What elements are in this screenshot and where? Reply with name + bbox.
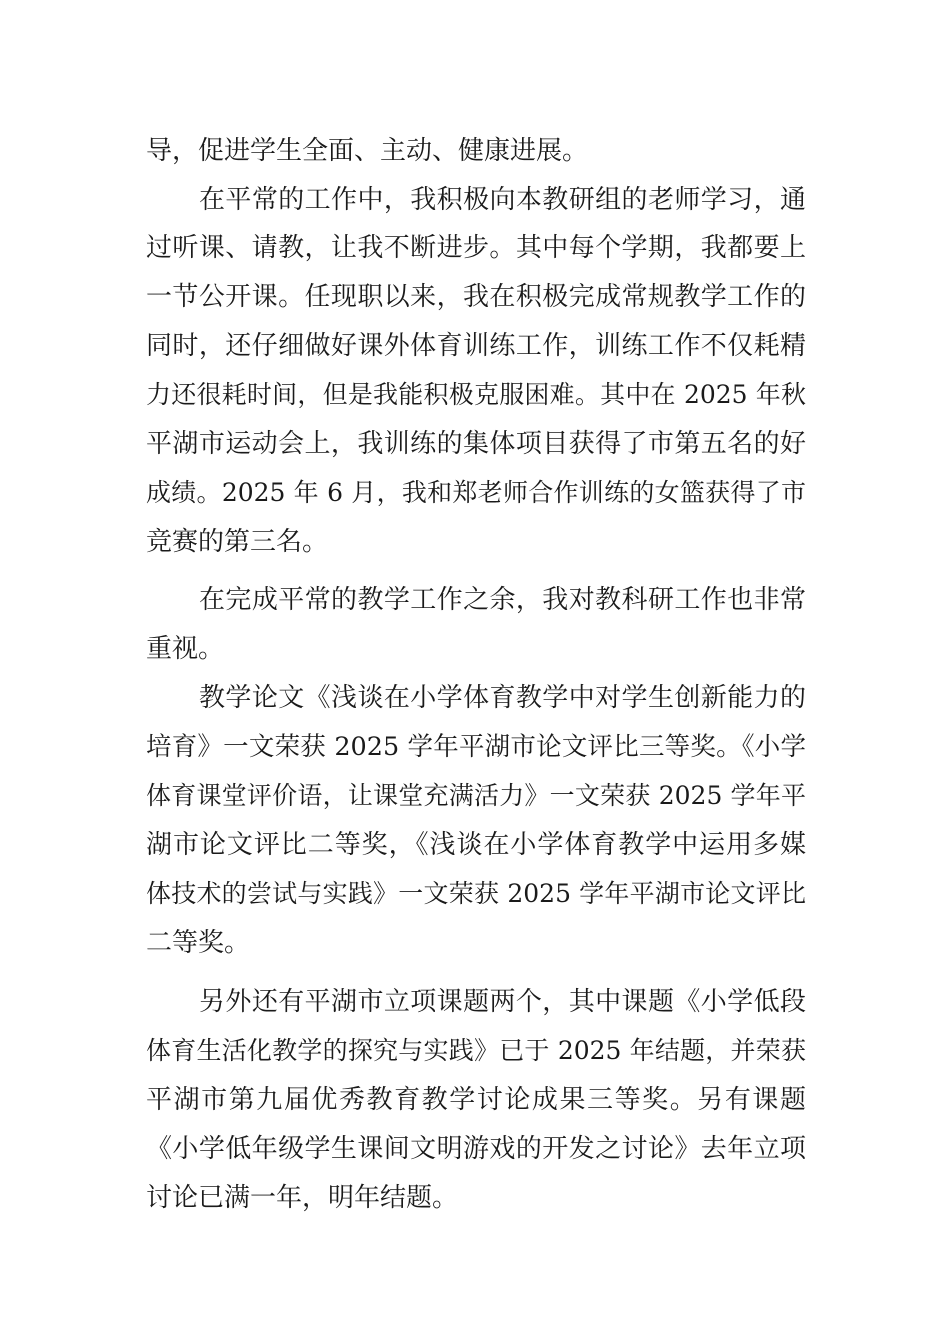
paragraph-line: 二等奖。 xyxy=(146,928,251,958)
paragraph-line: 平湖市第九届优秀教育教学讨论成果三等奖。另有课题 xyxy=(146,1085,806,1115)
paragraph-line: 竞赛的第三名。 xyxy=(146,527,329,557)
paragraph-line: 体育课堂评价语，让课堂充满活力》一文荣获 2025 学年平 xyxy=(146,781,806,810)
paragraph-line: 教学论文《浅谈在小学体育教学中对学生创新能力的 xyxy=(199,683,806,713)
paragraph-line: 在平常的工作中，我积极向本教研组的老师学习，通 xyxy=(199,185,806,215)
paragraph-line: 讨论已满一年，明年结题。 xyxy=(146,1183,459,1213)
paragraph-line: 在完成平常的教学工作之余，我对教科研工作也非常 xyxy=(199,585,806,615)
paragraph-line: 体技术的尝试与实践》一文荣获 2025 学年平湖市论文评比 xyxy=(146,879,806,908)
paragraph-line: 成绩。2025 年 6 月，我和郑老师合作训练的女篮获得了市 xyxy=(146,478,806,507)
paragraph-line: 体育生活化教学的探究与实践》已于 2025 年结题，并荣获 xyxy=(146,1036,806,1065)
paragraph-line: 《小学低年级学生课间文明游戏的开发之讨论》去年立项 xyxy=(146,1134,806,1164)
paragraph-line: 重视。 xyxy=(146,634,225,664)
paragraph-line: 同时，还仔细做好课外体育训练工作，训练工作不仅耗精 xyxy=(146,331,806,361)
paragraph-line: 培育》一文荣获 2025 学年平湖市论文评比三等奖。《小学 xyxy=(146,732,806,762)
paragraph-line: 一节公开课。任现职以来，我在积极完成常规教学工作的 xyxy=(146,282,806,312)
paragraph-line: 另外还有平湖市立项课题两个，其中课题《小学低段 xyxy=(199,987,806,1017)
paragraph-line: 平湖市运动会上，我训练的集体项目获得了市第五名的好 xyxy=(146,429,806,459)
paragraph-line: 湖市论文评比二等奖，《浅谈在小学体育教学中运用多媒 xyxy=(146,830,806,860)
paragraph-line: 力还很耗时间，但是我能积极克服困难。其中在 2025 年秋 xyxy=(146,380,806,409)
paragraph-line: 过听课、请教，让我不断进步。其中每个学期，我都要上 xyxy=(146,233,806,263)
paragraph-line: 导，促进学生全面、主动、健康进展。 xyxy=(146,136,589,166)
